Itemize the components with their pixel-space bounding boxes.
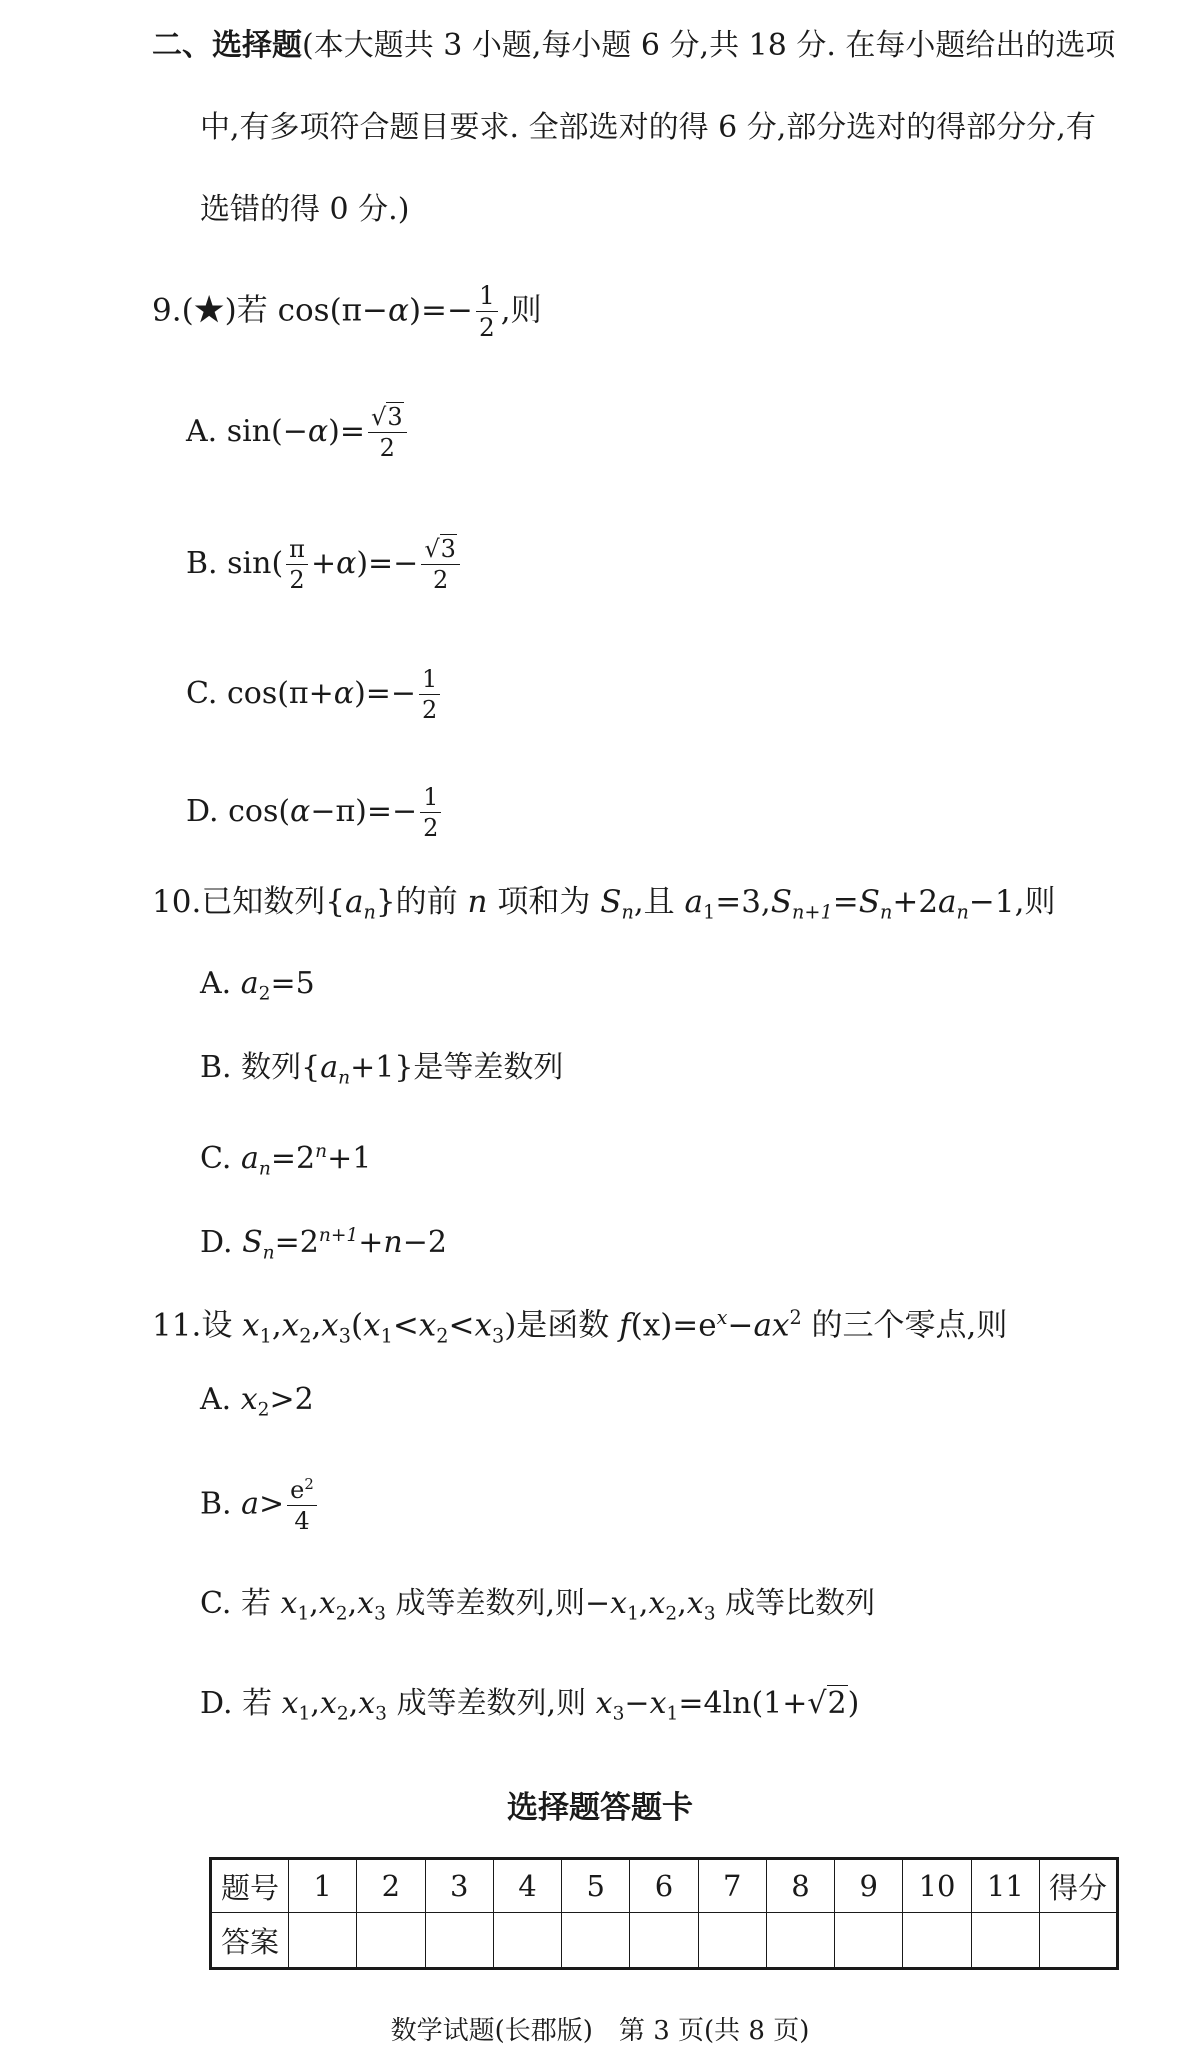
option-label: B. [200,1050,232,1085]
var-ax: ax [753,1307,790,1344]
subscript: n+1 [792,900,833,924]
var-x: x [686,1586,704,1621]
var-x: x [281,1686,299,1721]
fraction [419,666,440,724]
answer-cell [357,1913,425,1969]
option-label: A. [200,966,232,1001]
option-text: > [259,1486,285,1522]
answer-cell [289,1913,357,1969]
denominator: 2 [289,566,305,595]
superscript: n [315,1141,328,1162]
subscript: 2 [257,1399,270,1421]
alpha-symbol: α [333,675,355,711]
option-label: A. [200,1382,232,1417]
option-label: D. [200,1686,233,1721]
stem-text: ,且 [633,884,675,920]
row-label-answer: 答案 [211,1913,289,1969]
denominator: 2 [479,313,495,343]
var-a: a [241,1486,260,1522]
radicand: 3 [387,403,403,431]
option-text: , [347,1586,358,1621]
numerator: 1 [420,784,441,813]
alpha-symbol: α [290,793,311,829]
subscript: 1 [298,1703,311,1725]
subscript: 3 [374,1603,386,1625]
subscript: n [879,900,893,924]
var-x: x [610,1586,628,1621]
answer-cell [835,1913,903,1969]
denominator: 2 [379,434,395,463]
stem-text: ) [504,1307,517,1344]
superscript: x [716,1306,728,1329]
option-text: , [310,1686,320,1721]
var-n: n [467,884,488,920]
score-label-cell: 得分 [1040,1859,1118,1913]
option-label: D. [200,1225,233,1261]
option-11c [200,1582,875,1637]
answer-cell [630,1913,698,1969]
var-x: x [357,1586,375,1621]
option-10d [200,1214,447,1276]
subscript: 2 [665,1603,678,1625]
question-number-cell: 1 [289,1859,357,1913]
stem-text: 设 [201,1307,233,1344]
question-number-cell: 3 [425,1859,493,1913]
alpha-symbol: α [388,292,409,329]
sqrt-symbol [807,1685,847,1721]
option-text: +1 [327,1141,372,1177]
option-text: 成等比数列 [725,1586,876,1621]
question-number-cell: 8 [766,1859,834,1913]
var-x: x [242,1307,260,1344]
fraction [287,1476,317,1535]
var-a: a [345,884,364,920]
subscript: 1 [703,900,716,924]
question-number-cell: 10 [903,1859,971,1913]
alpha-symbol: α [336,545,357,581]
option-9d [186,784,444,842]
option-label: B. [186,545,218,581]
var-s: S [242,1225,263,1261]
stem-text: ,则 [500,292,542,329]
option-text: )=− [354,675,417,711]
subscript: 2 [335,1603,348,1625]
stem-text: = [832,884,859,920]
answer-card-table [209,1857,1119,1970]
answer-card-header-row [211,1859,1118,1913]
score-cell [1040,1913,1118,1969]
stem-text: )=− [408,292,473,329]
denominator: 4 [294,1507,310,1536]
option-text: )=− [356,545,419,581]
option-text: + [358,1225,384,1261]
stem-text: 项和为 [497,884,591,920]
option-label: C. [200,1586,232,1621]
var-x: x [358,1686,376,1721]
option-9b [186,536,463,594]
stem-text: (x)=e [630,1307,717,1344]
subscript: 2 [258,983,271,1005]
star-mark: (★) [181,292,237,329]
sqrt-symbol [371,402,404,431]
subscript: n [338,1067,351,1089]
var-s: S [600,884,622,920]
option-text: 成等差数列,则− [395,1586,611,1621]
numerator: π [286,536,308,565]
subscript: 3 [703,1603,716,1625]
option-11b [200,1476,320,1535]
answer-cell [971,1913,1039,1969]
row-label-number: 题号 [211,1859,289,1913]
option-label: C. [200,1141,232,1177]
subscript: n [258,1158,271,1180]
fraction [476,282,498,342]
option-label: B. [200,1486,232,1522]
option-11a [200,1378,314,1433]
option-text: cos(π+ [226,675,334,711]
subscript: n [363,900,376,924]
var-x: x [321,1307,339,1344]
fraction [368,404,407,462]
fraction [421,536,460,594]
numerator [368,404,407,433]
option-text: =5 [270,966,315,1001]
section-title: 二、选择题 [152,28,302,63]
var-x: x [474,1307,492,1344]
option-text: −π)=− [310,793,418,829]
option-text: , [309,1586,319,1621]
question-number-cell: 2 [357,1859,425,1913]
option-text: 若 [240,1586,271,1621]
option-label: D. [186,793,219,829]
option-11d [200,1682,859,1737]
option-10b [200,1046,563,1101]
option-9a [186,404,410,462]
superscript: 2 [304,1475,314,1493]
var-x: x [363,1307,381,1344]
var-n: n [383,1225,403,1261]
var-a: a [938,884,957,920]
option-text: 数列{ [241,1050,321,1085]
option-text: +1}是等差数列 [350,1050,564,1085]
answer-cell [425,1913,493,1969]
var-x: x [595,1686,613,1721]
stem-text: }的前 [375,884,458,920]
subscript: 2 [299,1324,312,1348]
stem-text: =3, [715,884,771,920]
numerator [287,1476,317,1506]
option-label: C. [186,675,218,711]
subscript: 1 [380,1324,393,1348]
var-x: x [281,1307,300,1344]
stem-text: − [727,1307,754,1344]
section-header-line3: 选错的得 0 分.) [200,192,410,227]
question-number: 11. [152,1307,202,1344]
question-9-stem [152,282,542,342]
option-text: =2 [270,1141,316,1177]
var-x: x [319,1686,337,1721]
option-text: , [348,1686,359,1721]
question-number-cell: 6 [630,1859,698,1913]
stem-text: 已知数列{ [201,884,346,920]
subscript: 2 [436,1324,449,1348]
var-s: S [770,884,793,920]
question-number-cell: 5 [562,1859,630,1913]
denominator: 2 [423,814,439,843]
section-header-line2: 中,有多项符合题目要求. 全部选对的得 6 分,部分选对的得部分分,有 [200,110,1096,145]
option-text: sin(− [226,413,308,449]
stem-text: +2 [892,884,939,920]
answer-card-answer-row [211,1913,1118,1969]
superscript: 2 [789,1306,802,1329]
superscript: n+1 [318,1225,359,1246]
var-x: x [418,1307,437,1344]
var-x: x [318,1586,336,1621]
option-10c [200,1130,371,1192]
question-number: 10. [152,884,202,920]
option-text: + [310,545,337,581]
radical-sign: √ [371,403,387,431]
var-a: a [684,884,704,920]
subscript: 1 [627,1603,639,1625]
question-10-stem [152,880,1055,935]
denominator: 2 [422,696,438,725]
option-text: cos( [228,793,291,829]
stem-text: 是函数 [516,1307,610,1344]
var-f: f [619,1307,631,1344]
option-text: , [677,1586,687,1621]
stem-text: −1,则 [968,884,1056,920]
stem-text: < [448,1307,475,1344]
option-label: A. [186,413,218,449]
denominator: 2 [432,566,449,595]
stem-text: 的三个零点,则 [811,1307,1008,1344]
var-x: x [649,1686,667,1721]
e-symbol: e [290,1475,305,1504]
var-a: a [240,1141,259,1177]
option-text: )= [328,413,366,449]
answer-card-title: 选择题答题卡 [507,1790,693,1826]
option-text: , [638,1586,649,1621]
stem-text: , [271,1307,282,1344]
subscript: n [956,900,969,924]
numerator [421,536,460,565]
var-a: a [240,966,259,1001]
option-9c [186,666,443,724]
stem-text: < [392,1307,419,1344]
var-s: S [858,884,880,920]
subscript: 3 [375,1703,388,1725]
subscript: 1 [297,1603,310,1625]
subscript: 3 [338,1324,351,1348]
question-11-stem [152,1296,1007,1358]
option-text: − [624,1686,650,1721]
option-text: sin( [227,545,284,581]
answer-cell [493,1913,561,1969]
alpha-symbol: α [307,413,329,449]
numerator: 1 [476,282,498,312]
answer-cell [903,1913,971,1969]
question-number-cell: 7 [698,1859,766,1913]
fraction [286,536,308,594]
var-x: x [240,1382,258,1417]
subscript: 3 [491,1324,505,1348]
fraction [420,784,441,842]
radicand: 3 [440,535,456,563]
radical-sign: √ [807,1686,827,1721]
page-footer: 数学试题(长郡版) 第 3 页(共 8 页) [390,2016,810,2046]
answer-cell [698,1913,766,1969]
section-instructions-1: (本大题共 3 小题,每小题 6 分,共 18 分. 在每小题给出的选项 [302,28,1116,63]
stem-text: 若 cos(π− [236,292,389,329]
var-x: x [648,1586,666,1621]
stem-text: , [311,1307,322,1344]
sqrt-symbol [424,534,457,563]
question-number-cell: 9 [835,1859,903,1913]
option-text: ) [847,1686,860,1721]
var-a: a [320,1050,339,1085]
section-header-line1 [152,26,1115,66]
option-text: 成等差数列,则 [396,1686,587,1721]
subscript: 3 [612,1703,625,1725]
question-number-cell: 11 [971,1859,1039,1913]
answer-cell [562,1913,630,1969]
option-10a [200,962,315,1017]
question-number: 9. [152,292,182,329]
subscript: 1 [666,1703,679,1725]
var-x: x [280,1586,298,1621]
option-text: =2 [274,1225,319,1261]
option-text: 若 [242,1686,273,1721]
subscript: 1 [259,1324,272,1348]
stem-text: ( [351,1307,364,1344]
numerator: 1 [419,666,440,695]
question-number-cell: 4 [493,1859,561,1913]
answer-cell [766,1913,834,1969]
subscript: 2 [336,1703,349,1725]
subscript: n [262,1242,275,1264]
radical-sign: √ [424,535,440,563]
option-text: =4ln(1+ [678,1686,808,1721]
subscript: n [621,900,634,924]
option-text: −2 [402,1225,447,1261]
radicand: 2 [827,1686,847,1721]
option-text: >2 [269,1382,314,1417]
